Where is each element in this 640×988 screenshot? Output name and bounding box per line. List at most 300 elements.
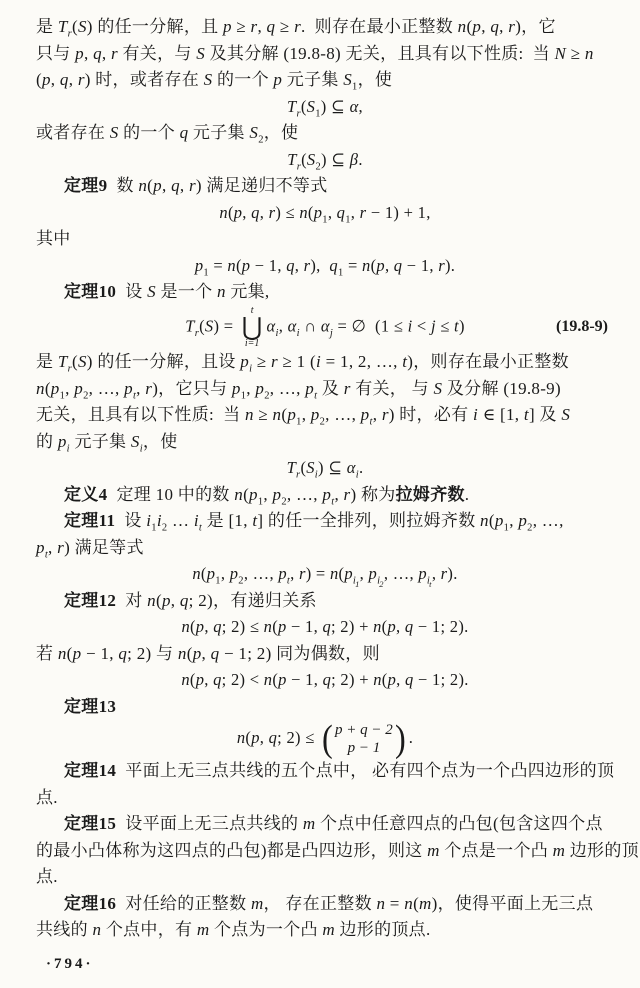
- text-run: .: [464, 484, 470, 504]
- text-run: =: [208, 255, 228, 275]
- text-run: 有关， 与: [350, 378, 434, 398]
- text-run: ,: [301, 405, 311, 425]
- math-run: q: [329, 255, 338, 275]
- math-run: S: [204, 316, 214, 336]
- math-run: p: [161, 590, 171, 610]
- formula-line: [36, 455, 614, 482]
- text-run: ): [86, 17, 93, 36]
- subscript-run: 1: [315, 107, 321, 119]
- text-line: [36, 535, 614, 562]
- text-run: ,: [201, 643, 211, 663]
- text-run: (19.8-9): [503, 378, 561, 398]
- text-run: ; 2) <: [221, 670, 264, 690]
- text-run: 元子集: [188, 123, 250, 142]
- math-run: p: [360, 405, 370, 425]
- text-run: ≥: [275, 17, 295, 36]
- text-run: ).: [447, 564, 458, 584]
- text-run: ).: [444, 255, 456, 275]
- text-run: 个点中任意四点的凸包(包含这四个点: [315, 814, 603, 834]
- math-run: p: [249, 484, 258, 504]
- text-run: ): [64, 537, 71, 557]
- text-run: ; 2) ≤: [221, 617, 264, 637]
- text-run: 若: [36, 643, 58, 663]
- text-line: [36, 67, 614, 94]
- math-run: i: [407, 316, 413, 336]
- equation-number: (19.8-9): [556, 318, 608, 336]
- text-run: − 1) + 1,: [366, 202, 431, 222]
- math-run: S: [306, 458, 315, 478]
- math-run: p: [222, 17, 232, 36]
- math-run: r: [111, 43, 118, 63]
- text-run: 的任一全排列，则拉姆齐数: [263, 511, 481, 531]
- math-run: m: [302, 814, 316, 834]
- text-run: ，使得平面上无三点: [437, 893, 594, 913]
- math-run: p: [233, 202, 243, 222]
- text-run: ,: [65, 378, 75, 398]
- text-run: 无关，且具有以下性质: 当: [36, 405, 245, 425]
- text-run: ,: [246, 378, 256, 398]
- text-run: ): [431, 893, 438, 913]
- math-run: n: [236, 728, 246, 748]
- text-run: ,: [161, 176, 172, 195]
- text-run: 的任一分解，且设: [92, 352, 241, 372]
- math-run: n: [329, 564, 339, 584]
- text-run: 设: [115, 511, 147, 531]
- text-run: (: [245, 728, 252, 748]
- text-run: ∈ [1,: [478, 405, 524, 425]
- text-run: ,: [327, 202, 337, 222]
- text-run: ≤: [435, 316, 455, 336]
- text-run: (: [155, 590, 162, 610]
- math-run: m: [322, 920, 335, 940]
- text-run: 满足递归不等式: [201, 176, 328, 195]
- formula-line: [36, 718, 614, 761]
- math-run: p: [194, 255, 204, 275]
- text-run: 元子集: [69, 431, 131, 451]
- subscript-run: t: [44, 549, 49, 561]
- math-run: t: [454, 316, 459, 336]
- math-run: S: [203, 70, 213, 89]
- text-run: 无关，且具有以下性质: 当: [341, 43, 555, 63]
- math-run: n: [263, 670, 273, 690]
- text-run: ; 2) +: [331, 617, 374, 637]
- math-run: i: [193, 511, 199, 531]
- text-run: 同为偶数，则: [271, 643, 380, 663]
- math-run: q: [213, 617, 222, 637]
- subscript-run: r: [296, 469, 301, 481]
- text-run: 是: [36, 352, 58, 372]
- text-run: ,: [259, 202, 269, 222]
- math-run: p: [41, 70, 51, 89]
- math-run: n: [147, 590, 156, 610]
- math-run: p: [368, 564, 378, 584]
- text-run: (: [381, 617, 388, 637]
- math-run: p: [231, 378, 241, 398]
- text-run: ): [458, 316, 465, 336]
- text-run: ,: [278, 316, 288, 336]
- math-run: n: [138, 176, 148, 195]
- right-paren: ): [394, 718, 406, 761]
- text-run: ) =: [305, 564, 330, 584]
- text-run: ，有递归关系: [213, 590, 317, 610]
- math-run: q: [405, 670, 414, 690]
- text-run: (: [301, 149, 307, 169]
- math-run: n: [457, 17, 467, 36]
- math-run: p: [36, 537, 45, 557]
- text-run: ,: [294, 255, 304, 275]
- math-run: S: [109, 123, 119, 142]
- text-run: 的: [36, 431, 58, 451]
- math-run: p: [313, 202, 323, 222]
- text-run: ∩: [299, 316, 321, 336]
- bold-label-run: 定理12: [64, 590, 117, 610]
- math-run: m: [419, 893, 432, 913]
- text-line: [36, 429, 614, 456]
- text-run: ，使: [357, 70, 393, 89]
- text-run: (: [147, 176, 154, 195]
- text-line: [36, 173, 614, 200]
- subscript-run: r: [67, 363, 73, 375]
- text-run: 的任一分解，且: [92, 17, 223, 36]
- text-run: (: [272, 670, 279, 690]
- text-run: − 1; 2).: [413, 670, 469, 690]
- math-run: r: [440, 564, 448, 584]
- text-line: [36, 279, 614, 306]
- math-run: q: [268, 728, 278, 748]
- subscript-run: 1: [257, 496, 264, 508]
- text-run: (: [189, 670, 196, 690]
- text-run: (: [300, 458, 307, 478]
- bold-label-run: 定理16: [64, 893, 117, 913]
- text-run: ≥: [231, 17, 251, 36]
- text-run: ，它: [521, 17, 556, 36]
- text-run: ，则存在最小正整数: [413, 352, 569, 372]
- text-run: (: [235, 255, 242, 275]
- subscript-run: 1: [240, 390, 247, 402]
- math-run: n: [373, 670, 382, 690]
- text-run: (: [66, 643, 73, 663]
- math-run: r: [303, 255, 311, 275]
- text-run: 及分解: [442, 378, 504, 398]
- subscript-run: 1: [503, 522, 510, 534]
- subscript-run: 2: [315, 160, 322, 172]
- subscript-run: 2: [379, 578, 384, 589]
- text-run: ): [407, 352, 414, 372]
- math-run: n: [177, 643, 187, 663]
- text-run: 元子集: [282, 70, 344, 89]
- text-run: ≥ 1 (: [277, 352, 316, 372]
- text-run: .: [408, 728, 414, 748]
- text-run: = 1, 2, …,: [321, 352, 403, 372]
- subscript-run: 1: [296, 416, 302, 428]
- text-run: (: [227, 202, 234, 222]
- subscript-run: i: [314, 469, 319, 481]
- text-run: − 1,: [250, 255, 287, 275]
- math-run: q: [322, 617, 331, 637]
- subscript-run: i: [355, 469, 359, 481]
- math-run: p: [287, 405, 297, 425]
- math-run: p: [322, 484, 332, 504]
- formula-line: [36, 253, 614, 280]
- math-run: p: [472, 17, 482, 36]
- subscript-run: 2: [527, 522, 533, 534]
- math-run: n: [181, 617, 190, 637]
- subscript-run: 2: [161, 522, 168, 534]
- text-run: [1,: [228, 511, 253, 531]
- text-line: [36, 891, 614, 918]
- math-run: α: [266, 316, 276, 336]
- text-run: ,: [384, 255, 394, 275]
- text-line: [36, 226, 614, 253]
- text-run: ,: [334, 484, 344, 504]
- text-run: 数: [107, 176, 139, 195]
- text-run: = ∅ (1 ≤: [333, 316, 408, 336]
- text-run: (: [370, 255, 377, 275]
- text-run: 称为: [356, 484, 396, 504]
- text-run: 边形的顶点.: [334, 920, 431, 940]
- text-run: , …,: [243, 564, 279, 584]
- text-run: 个点是一个凸: [439, 840, 553, 860]
- math-run: q: [179, 590, 189, 610]
- text-line: [36, 482, 614, 509]
- subscript-run: 2: [264, 390, 270, 402]
- document-body: [36, 14, 639, 944]
- binomial-coefficient: [321, 718, 407, 761]
- text-run: 个点中，有: [101, 920, 197, 940]
- bold-label-run: 定理10: [64, 282, 117, 301]
- text-line: [36, 917, 614, 944]
- math-run: q: [179, 123, 189, 142]
- text-run: (: [72, 352, 78, 372]
- text-run: ， 存在正整数: [263, 893, 377, 913]
- text-run: 则存在最小正整数: [305, 17, 458, 36]
- text-run: , …,: [532, 511, 564, 531]
- text-run: 及: [534, 405, 562, 425]
- math-run: p: [494, 511, 504, 531]
- text-run: 时，必有: [394, 405, 474, 425]
- union-upper-limit: t: [250, 304, 254, 316]
- text-run: (: [488, 511, 495, 531]
- subscript-run: 1: [345, 213, 351, 225]
- math-run: n: [362, 255, 371, 275]
- text-run: .: [301, 17, 306, 36]
- text-run: ,: [263, 484, 273, 504]
- subscript-run: t: [286, 575, 291, 587]
- text-line: [36, 376, 614, 403]
- subscript-run: 1: [59, 390, 66, 402]
- subscript-run: 1: [215, 575, 221, 587]
- bold-label-run: 定理14: [64, 761, 117, 781]
- formula-line: [36, 200, 614, 227]
- math-run: n: [373, 617, 382, 637]
- formula-line: [36, 306, 614, 350]
- text-run: 定理 10 中的数: [107, 484, 235, 504]
- text-run: ,: [179, 176, 189, 195]
- text-run: 其中: [36, 229, 71, 248]
- math-run: t: [402, 352, 408, 372]
- bold-label-run: 拉姆齐数: [395, 484, 465, 504]
- math-run: q: [393, 255, 403, 275]
- math-run: p: [74, 378, 84, 398]
- text-run: ,: [499, 17, 509, 36]
- math-run: q: [210, 643, 220, 663]
- math-run: S: [306, 149, 316, 169]
- math-run: T: [57, 352, 68, 372]
- subscript-run: 2: [258, 134, 264, 146]
- math-run: α: [349, 96, 359, 116]
- math-run: p: [272, 484, 282, 504]
- math-run: q: [266, 17, 276, 36]
- math-run: r: [77, 70, 85, 89]
- text-run: ,: [259, 728, 269, 748]
- text-line: [36, 402, 614, 429]
- bold-label-run: 定义4: [64, 484, 108, 504]
- math-run: n: [376, 893, 386, 913]
- math-run: q: [118, 643, 128, 663]
- text-run: 的一个: [118, 123, 180, 142]
- formula-line: [36, 667, 614, 694]
- math-run: j: [430, 316, 436, 336]
- text-run: ,: [509, 511, 519, 531]
- text-line: [36, 694, 614, 721]
- math-run: n: [57, 643, 67, 663]
- math-run: m: [427, 840, 440, 860]
- text-run: 点.: [36, 787, 58, 807]
- binomial-top: p + q − 2: [335, 722, 393, 739]
- subscript-run: 2: [281, 496, 287, 508]
- text-line: [36, 349, 614, 376]
- math-run: p: [75, 43, 84, 63]
- text-run: ,: [170, 590, 180, 610]
- math-run: S: [130, 431, 140, 451]
- math-run: p: [206, 564, 216, 584]
- math-run: q: [59, 70, 69, 89]
- math-run: p: [278, 617, 287, 637]
- text-run: ]: [528, 405, 535, 425]
- subscript-run: t: [369, 416, 373, 428]
- math-run: r: [343, 378, 351, 398]
- text-run: 与: [151, 643, 178, 663]
- formula-line: [36, 561, 614, 588]
- subscript-run: t: [198, 522, 203, 534]
- subscript-run: i: [139, 443, 143, 455]
- math-run: n: [227, 255, 236, 275]
- text-run: ,: [136, 378, 146, 398]
- math-run: p: [278, 670, 287, 690]
- text-run: , …,: [325, 405, 361, 425]
- text-run: …: [167, 511, 194, 531]
- text-run: 时，或者存在: [90, 70, 204, 89]
- text-line: [36, 120, 614, 147]
- math-run: T: [185, 316, 195, 336]
- subscript-run: 1: [352, 81, 358, 93]
- text-run: ): [84, 70, 91, 89]
- math-run: t: [252, 511, 258, 531]
- text-run: =: [385, 893, 405, 913]
- math-run: n: [299, 202, 308, 222]
- math-run: m: [552, 840, 566, 860]
- math-run: n: [219, 202, 228, 222]
- text-run: 有关，与: [117, 43, 197, 63]
- math-run: n: [244, 405, 254, 425]
- math-run: p: [278, 564, 287, 584]
- math-run: p: [57, 431, 67, 451]
- math-run: t: [523, 405, 529, 425]
- formula-line: [36, 94, 614, 121]
- formula-line: [36, 614, 614, 641]
- math-run: p: [344, 564, 353, 584]
- subscript-run: i: [66, 443, 70, 455]
- math-run: n: [263, 617, 273, 637]
- text-run: ) ⊆: [320, 96, 350, 116]
- text-line: [36, 508, 614, 535]
- subscript-run: 1: [203, 266, 209, 278]
- math-run: S: [433, 378, 443, 398]
- math-run: m: [196, 920, 210, 940]
- text-run: ,: [290, 564, 299, 584]
- bold-label-run: 定理15: [64, 814, 117, 834]
- text-run: ,: [359, 564, 369, 584]
- math-run: p: [192, 643, 202, 663]
- text-line: [36, 838, 639, 865]
- subscript-run: i: [352, 575, 357, 587]
- text-run: , …,: [286, 484, 323, 504]
- subscript-run: 2: [83, 390, 89, 402]
- text-line: [36, 641, 614, 668]
- math-run: p: [195, 670, 205, 690]
- math-run: q: [322, 670, 332, 690]
- math-run: S: [77, 352, 87, 372]
- text-run: ): [195, 176, 202, 195]
- subscript-run: 1: [355, 578, 360, 589]
- math-run: q: [213, 670, 222, 690]
- text-run: ，它只与: [158, 378, 232, 398]
- text-run: 元集,: [225, 282, 270, 301]
- subscript-run: i: [275, 327, 279, 339]
- text-run: (: [72, 17, 78, 36]
- math-run: β: [349, 149, 359, 169]
- subscript-run: i: [249, 363, 253, 375]
- text-run: 边形的顶: [565, 840, 639, 860]
- math-run: r: [271, 352, 278, 372]
- text-run: ),: [310, 255, 330, 275]
- page-number: ·794·: [46, 955, 94, 972]
- text-run: (: [272, 617, 279, 637]
- text-run: ,: [242, 202, 252, 222]
- subscript-run: i: [426, 575, 431, 587]
- text-run: ，使: [142, 431, 178, 451]
- math-run: r: [343, 484, 351, 504]
- subscript-run: 2: [319, 416, 326, 428]
- math-run: p: [50, 378, 60, 398]
- binomial-bottom: p − 1: [347, 740, 381, 757]
- math-run: p: [387, 617, 397, 637]
- math-run: q: [251, 202, 260, 222]
- math-run: p: [240, 352, 250, 372]
- text-run: ) ≤: [275, 202, 300, 222]
- text-run: (: [466, 17, 473, 36]
- text-run: ,: [101, 43, 111, 63]
- math-run: q: [93, 43, 102, 63]
- text-run: (: [243, 484, 250, 504]
- math-run: α: [287, 316, 297, 336]
- math-run: r: [145, 378, 153, 398]
- math-run: p: [195, 617, 205, 637]
- math-run: n: [181, 670, 190, 690]
- text-run: 及其分解: [205, 43, 284, 63]
- text-run: ≥: [252, 352, 272, 372]
- text-run: 或者存在: [36, 123, 110, 142]
